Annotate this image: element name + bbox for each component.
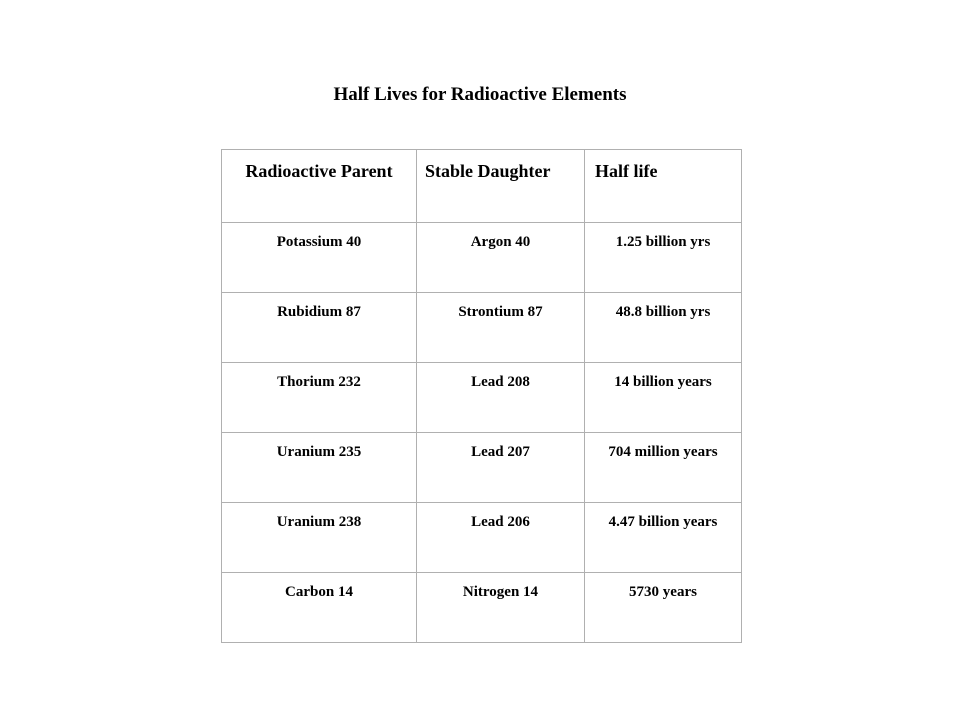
table-row xyxy=(222,573,742,643)
header-radioactive-parent: Radioactive Parent xyxy=(222,150,417,223)
cell-half-life: 14 billion years xyxy=(585,363,742,433)
table-row xyxy=(222,363,742,433)
cell-daughter: Strontium 87 xyxy=(417,293,585,363)
half-life-table xyxy=(221,149,742,643)
cell-daughter: Nitrogen 14 xyxy=(417,573,585,643)
cell-parent: Rubidium 87 xyxy=(222,293,417,363)
slide-title: Half Lives for Radioactive Elements xyxy=(333,84,627,105)
cell-daughter: Argon 40 xyxy=(417,223,585,293)
table-row xyxy=(222,223,742,293)
cell-half-life: 5730 years xyxy=(585,573,742,643)
cell-half-life: 4.47 billion years xyxy=(585,503,742,573)
cell-parent: Uranium 235 xyxy=(222,433,417,503)
cell-parent: Carbon 14 xyxy=(222,573,417,643)
cell-parent: Potassium 40 xyxy=(222,223,417,293)
cell-half-life: 1.25 billion yrs xyxy=(585,223,742,293)
cell-parent: Uranium 238 xyxy=(222,503,417,573)
header-half-life: Half life xyxy=(585,150,742,223)
table-row xyxy=(222,433,742,503)
table-header-row xyxy=(222,150,742,223)
table-row xyxy=(222,293,742,363)
cell-half-life: 704 million years xyxy=(585,433,742,503)
cell-daughter: Lead 207 xyxy=(417,433,585,503)
header-stable-daughter: Stable Daughter xyxy=(417,150,585,223)
cell-daughter: Lead 208 xyxy=(417,363,585,433)
cell-daughter: Lead 206 xyxy=(417,503,585,573)
cell-half-life: 48.8 billion yrs xyxy=(585,293,742,363)
table-row xyxy=(222,503,742,573)
cell-parent: Thorium 232 xyxy=(222,363,417,433)
